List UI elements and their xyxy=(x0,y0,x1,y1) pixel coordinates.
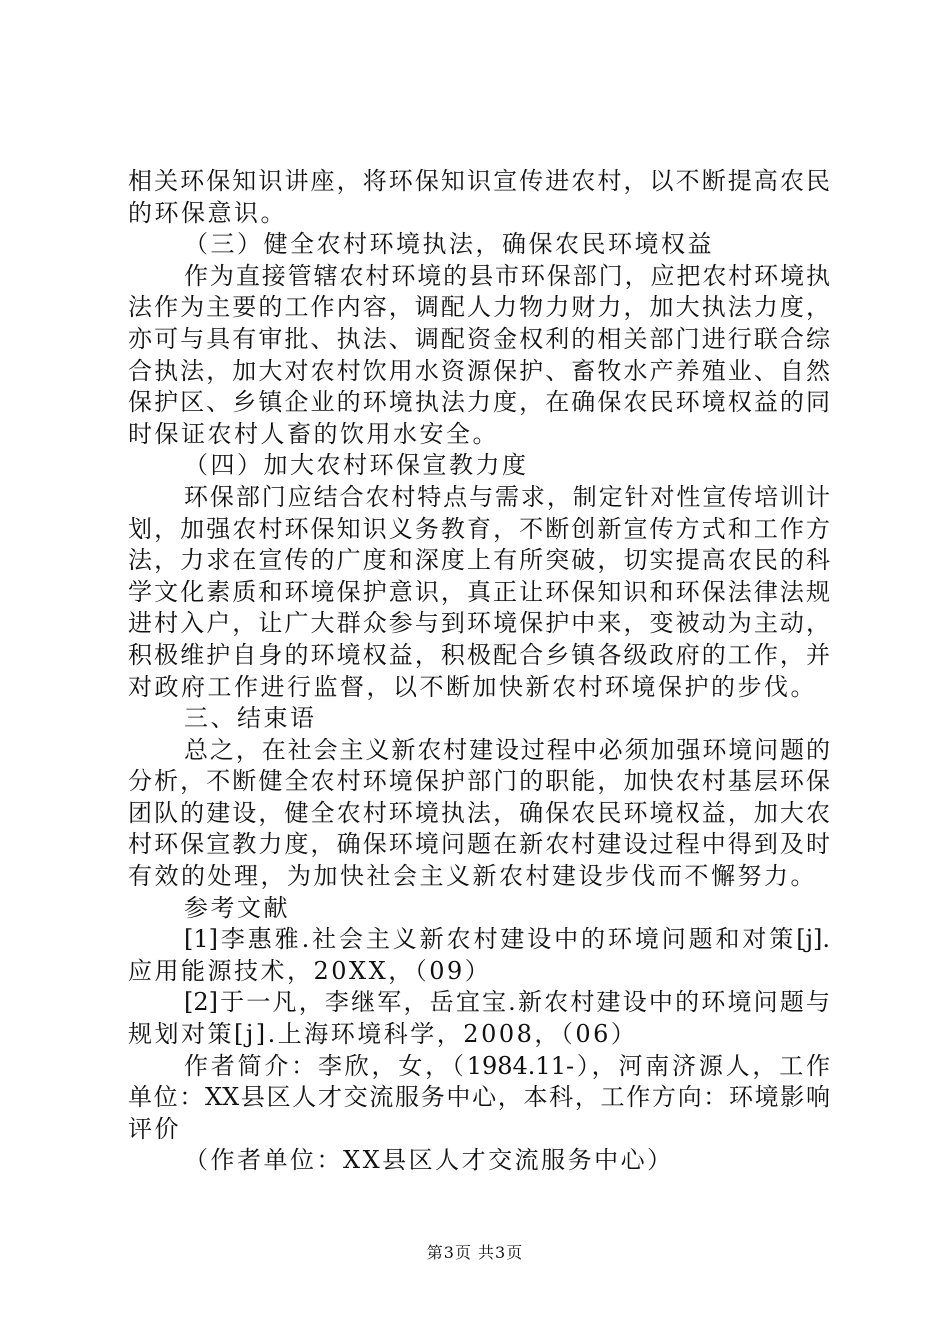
text-line: 单位：XX县区人才交流服务中心，本科，工作方向：环境影响 xyxy=(128,1083,830,1112)
text-line: 亦可与具有审批、执法、调配资金权利的相关部门进行联合综 xyxy=(128,324,830,353)
text-line: （作者单位：XX县区人才交流服务中心） xyxy=(184,1146,674,1175)
text-line: 保护区、乡镇企业的环境执法力度，在确保农民环境权益的同 xyxy=(128,388,830,417)
text-line: 有效的处理，为加快社会主义新农村建设步伐而不懈努力。 xyxy=(128,862,817,891)
text-line: 划，加强农村环保知识义务教育，不断创新宣传方式和工作方 xyxy=(128,514,830,543)
text-line: 团队的建设，健全农村环境执法，确保农民环境权益，加大农 xyxy=(128,798,830,827)
text-line: [1]李惠雅.社会主义新农村建设中的环境问题和对策[j]. xyxy=(184,925,830,954)
text-line: 三、结束语 xyxy=(184,704,317,733)
document-body xyxy=(128,166,830,1177)
text-line: （四）加大农村环保宣教力度 xyxy=(184,451,529,480)
text-line: 规划对策[j].上海环境科学，2008，（06） xyxy=(128,1020,638,1049)
text-line: 作者简介：李欣，女，（1984.11-），河南济源人，工作 xyxy=(184,1051,830,1080)
text-line: 积极维护自身的环境权益，积极配合乡镇各级政府的工作，并 xyxy=(128,640,830,669)
text-line: 分析，不断健全农村环境保护部门的职能，加快农村基层环保 xyxy=(128,767,830,796)
text-line: 村环保宣教力度，确保环境问题在新农村建设过程中得到及时 xyxy=(128,830,830,859)
text-line: 总之，在社会主义新农村建设过程中必须加强环境问题的 xyxy=(184,735,830,764)
text-line: 的环保意识。 xyxy=(128,198,287,227)
text-line: 作为直接管辖农村环境的县市环保部门，应把农村环境执 xyxy=(184,261,830,290)
text-line: [2]于一凡，李继军，岳宜宝.新农村建设中的环境问题与 xyxy=(184,988,830,1017)
text-line: 评价 xyxy=(128,1114,181,1143)
page-footer: 第3页 共3页 xyxy=(426,1243,524,1262)
text-line: 学文化素质和环境保护意识，真正让环保知识和环保法律法规 xyxy=(128,577,830,606)
text-line: 法作为主要的工作内容，调配人力物力财力，加大执法力度， xyxy=(128,293,830,322)
text-line: 参考文献 xyxy=(184,893,290,922)
text-line: 应用能源技术，20XX，（09） xyxy=(128,956,492,985)
text-line: 相关环保知识讲座，将环保知识宣传进农村，以不断提高农民 xyxy=(128,167,830,195)
text-line: （三）健全农村环境执法，确保农民环境权益 xyxy=(184,230,714,259)
text-line: 时保证农村人畜的饮用水安全。 xyxy=(128,419,499,448)
text-line: 环保部门应结合农村特点与需求，制定针对性宣传培训计 xyxy=(184,482,830,511)
text-line: 进村入户，让广大群众参与到环境保护中来，变被动为主动， xyxy=(128,609,830,638)
text-line: 合执法，加大对农村饮用水资源保护、畜牧水产养殖业、自然 xyxy=(128,356,830,385)
text-line: 对政府工作进行监督，以不断加快新农村环境保护的步伐。 xyxy=(128,672,817,701)
text-line: 法，力求在宣传的广度和深度上有所突破，切实提高农民的科 xyxy=(128,546,830,575)
